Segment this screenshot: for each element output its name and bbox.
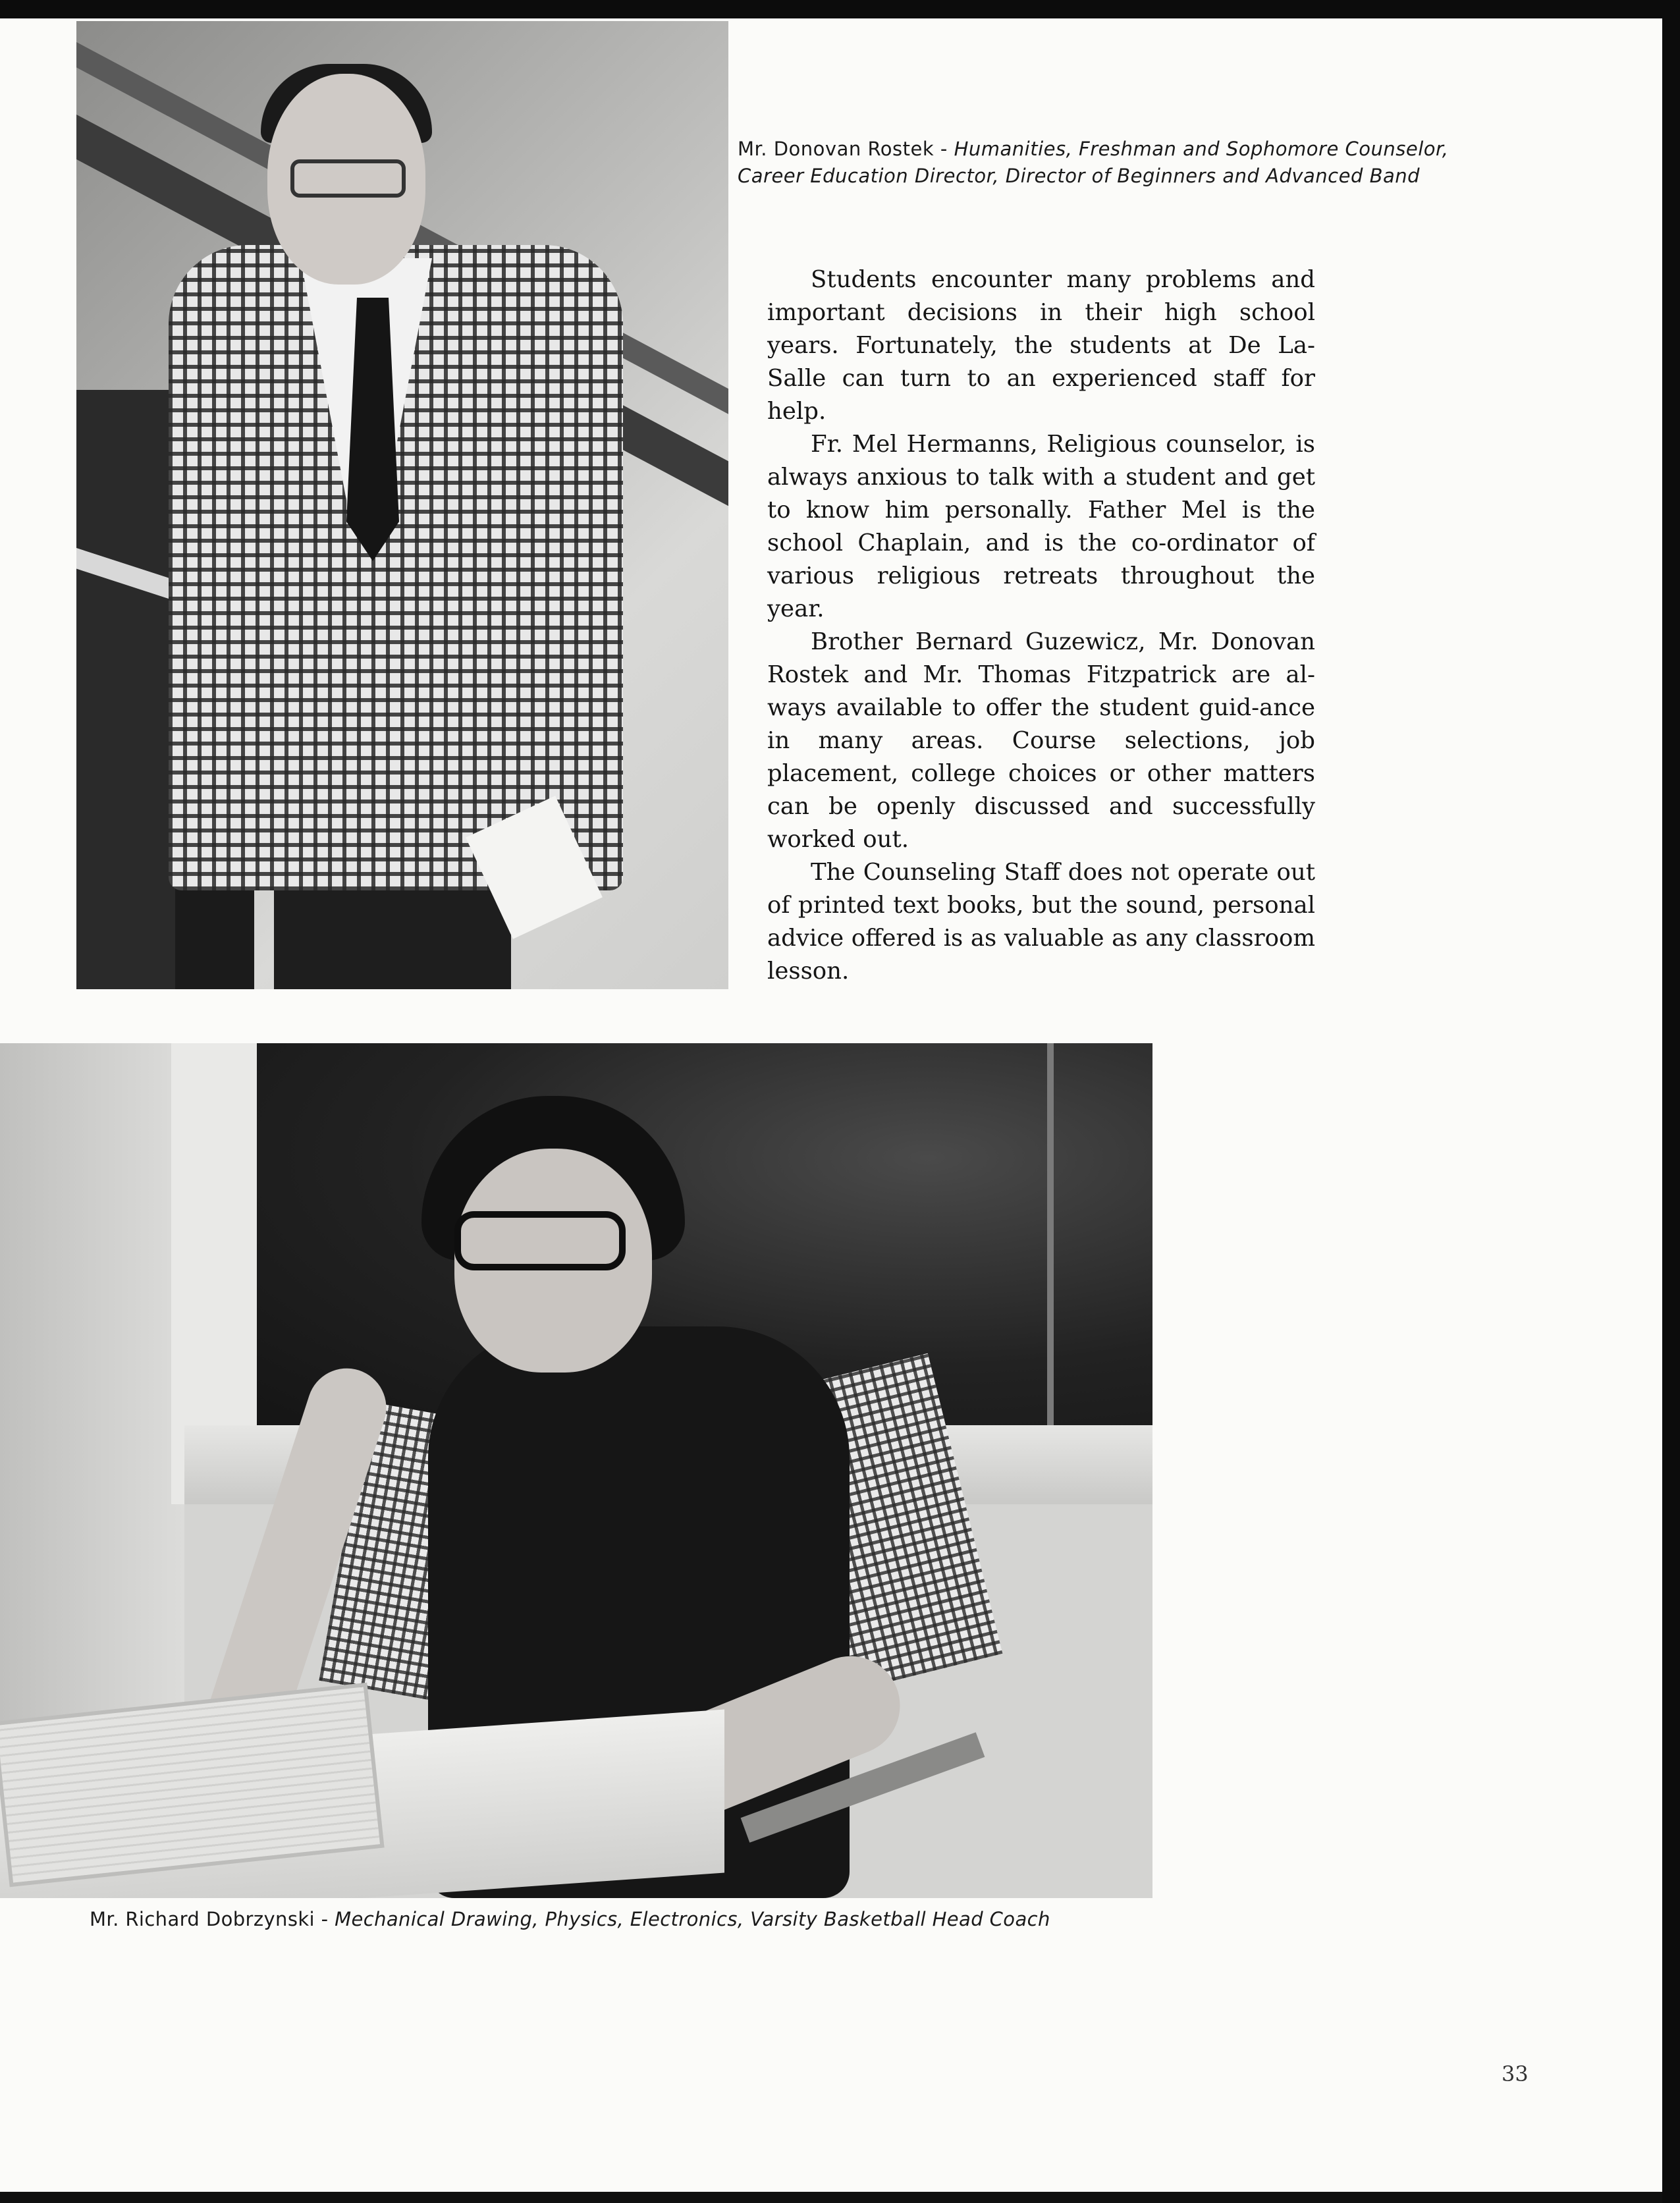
scan-right-border <box>1662 0 1680 2203</box>
caption-top-role-line2: Career Education Director, Director of Beginners and Advanced Band <box>738 165 1421 187</box>
caption-bottom <box>90 1906 1209 1932</box>
caption-top-name: Mr. Donovan Rostek - <box>738 138 954 160</box>
caption-bottom-name: Mr. Richard Dobrzynski - <box>90 1908 335 1930</box>
window-mullion <box>1047 1043 1054 1425</box>
caption-top-role-line1: Humanities, Freshman and Sophomore Counselor, <box>954 138 1449 160</box>
scan-top-border <box>0 0 1680 18</box>
body-paragraph-2: Fr. Mel Hermanns, Religious counselor, is always anxious to talk with a student and get to know him personally. Father Mel is the school Chaplain, and is the co-ordinator of various religious retreats throughout the year. <box>767 431 1315 622</box>
figure-glasses <box>454 1211 626 1270</box>
caption-top <box>738 136 1554 190</box>
photo-donovan-rostek <box>76 21 728 989</box>
figure-glasses <box>290 159 406 198</box>
yearbook-page <box>0 18 1662 2192</box>
caption-bottom-role: Mechanical Drawing, Physics, Electronics, Varsity Basketball Head Coach <box>335 1908 1050 1930</box>
body-text <box>767 263 1315 988</box>
body-paragraph-3: Brother Bernard Guzewicz, Mr. Donovan Rostek and Mr. Thomas Fitzpatrick are al-ways available to offer the student guid-ance in many areas. Course selections, job placement, college choices or other matters can be openly discussed and successfully worked out. <box>767 628 1315 853</box>
page-number: 33 <box>1502 2061 1529 2086</box>
photo-richard-dobrzynski <box>0 1043 1152 1898</box>
body-paragraph-1: Students encounter many problems and important decisions in their high school years. Fortunately, the students at De La-Salle can turn to an experienced staff for help. <box>767 266 1315 425</box>
body-paragraph-4: The Counseling Staff does not operate out of printed text books, but the sound, personal advice offered is as valuable as any classroom lesson. <box>767 859 1315 985</box>
